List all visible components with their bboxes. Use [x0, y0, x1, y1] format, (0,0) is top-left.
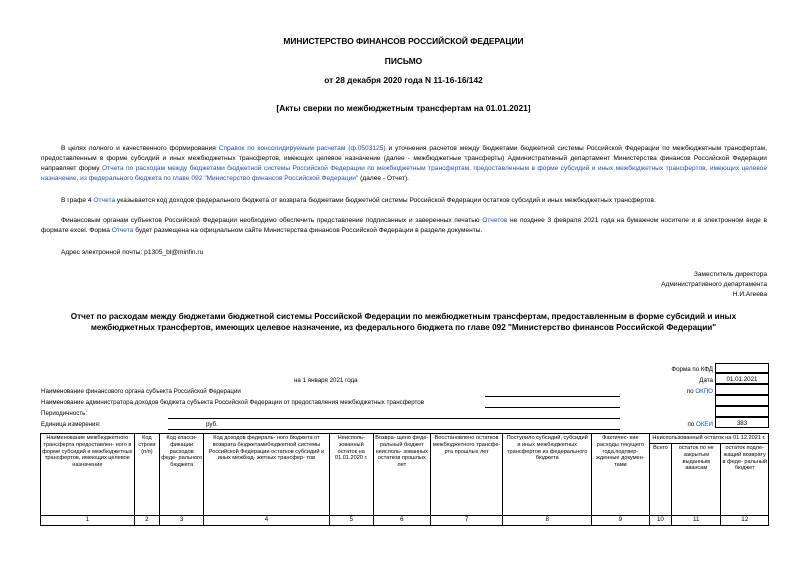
- doc-date-number: от 28 декабря 2020 года N 11-16-16/142: [324, 75, 483, 85]
- fin-organ-label: Наименование финансового органа субъекта Российской Федерации: [41, 388, 241, 395]
- col-header-5: Неисполь- зованный остаток на 01.01.2020 г.: [329, 434, 373, 516]
- doc-subject: [Акты сверки по межбюджетным трансфертам на 01.01.2021]: [276, 103, 531, 113]
- periodicity-line: [168, 418, 620, 419]
- report-table: [40, 433, 769, 526]
- email-text: Адрес электронной почты: p1305_bl@minfin.ru: [61, 249, 204, 256]
- col-header-group-remainder: Неиспользованный остаток на 01.12.2021 г.: [649, 434, 768, 444]
- doc-type: ПИСЬМО: [384, 56, 423, 66]
- okei-label: [687, 421, 713, 428]
- paragraph-2: [41, 196, 767, 206]
- col-num: 1: [41, 516, 135, 526]
- signature-block: [661, 270, 767, 300]
- col-num: 12: [721, 516, 769, 526]
- col-num: 5: [329, 516, 373, 526]
- admin-line: [485, 407, 620, 408]
- okei-value: 383: [736, 420, 748, 427]
- unit-value: руб.: [206, 421, 218, 428]
- col-header-11: остаток по не закрытым выданным авансам: [671, 444, 721, 516]
- col-num: 3: [160, 516, 204, 526]
- signature-position: Заместитель директора: [693, 271, 767, 278]
- signature-name: Н.И.Агеева: [732, 291, 767, 298]
- p1-text-b: и уточнения расчетов между бюджетами бюджетной системы Российской Федерации по межбюджетным трансфертам, предоставленным в форме субсидий и иных межбюджетных трансфертов, имеющих целевое назначение (далее - межбюджетные трансферты) Административный департамент Министерства финансов Российской Федерации направляет форму: [41, 145, 767, 172]
- col-header-3: Код класси- фикации расходов феде- рального бюджета: [160, 434, 204, 516]
- unit-line: [168, 429, 620, 430]
- okpo-label: [687, 388, 713, 395]
- link-otcheta-2[interactable]: Отчета: [111, 227, 134, 234]
- table-header-row: [41, 434, 769, 444]
- link-otchetov[interactable]: Отчетов: [482, 217, 508, 224]
- admin-label: Наименование администратора доходов бюджета субъекта Российской Федерации от предоставления межбюджетных трансфертов: [41, 399, 425, 406]
- link-otchet-form[interactable]: Отчета по расходам между бюджетами бюджетной системы Российской Федерации по межбюджетным трансфертам, предоставленным в форме субсидий и иных межбюджетных трансфертов, имеющих целевое назначение, из федерального бюджета по главе 092 "Министерство финансов Российской Федерации": [41, 165, 767, 182]
- p3-text-b: не позднее 3 февраля 2021 года на бумажном носителе и в электронном виде в формате excel. Форма: [41, 217, 767, 234]
- col-header-9: Фактичес- кие расходы текущего года,подтвер- жденные докумен- тами: [591, 434, 649, 516]
- p2-text-a: В графе 4: [61, 197, 94, 204]
- link-otcheta-1[interactable]: Отчета: [93, 197, 116, 204]
- col-header-6: Возвра- щено феде- ральный бюджет неисполь- зованных остатков прошлых лет: [373, 434, 430, 516]
- col-num: 10: [649, 516, 671, 526]
- email-line: [41, 248, 767, 258]
- ministry-title: МИНИСТЕРСТВО ФИНАНСОВ РОССИЙСКОЙ ФЕДЕРАЦИИ: [283, 36, 524, 46]
- col-header-2: Код строки (п/п): [134, 434, 159, 516]
- signature-department: Административного департамента: [661, 281, 767, 288]
- link-spravki[interactable]: Справок по консолидируемым расчетам (ф.0503125): [218, 145, 386, 152]
- paragraph-3: [41, 216, 767, 236]
- periodicity-value-box: [715, 406, 769, 417]
- date-value: 01.01.2021: [726, 376, 758, 383]
- col-header-10: Всего: [649, 444, 671, 516]
- okud-value-box: [715, 363, 769, 373]
- col-header-1: Наименование межбюджетного трансферта предоставлен- ного в форме субсидий и межбюджетных трансфертов, имеющих целевое назначение: [41, 434, 135, 516]
- periodicity-label: Периодичность:: [41, 410, 88, 417]
- col-header-12: остаток подле- жащий возврату в феде- ральный бюджет: [721, 444, 769, 516]
- table-numbers-row: [41, 516, 769, 526]
- p1-text-c: (далее - Отчет).: [358, 175, 410, 182]
- okud-label: Форма по КФД: [671, 366, 713, 373]
- okei-link[interactable]: ОКЕИ: [696, 421, 713, 428]
- okpo-link[interactable]: ОКПО: [695, 388, 713, 395]
- col-num: 4: [204, 516, 329, 526]
- okpo-prefix: по: [686, 388, 696, 395]
- report-title: Отчет по расходам между бюджетами бюджетной системы Российской Федерации по межбюджетным трансфертам, предоставленным в форме субсидий и иных межбюджетных трансфертов, имеющих целевое назначение, из федерального бюджета по главе 092 "Министерство финансов Российской Федерации": [70, 312, 737, 332]
- on-date-label: на 1 января 2021 года: [294, 377, 358, 384]
- unit-label: Единица измерения:: [41, 421, 101, 428]
- p3-text-a: Финансовым органам субъектов Российской Федерации необходимо обеспечить представление подписанных и заверенных печатью: [61, 217, 483, 224]
- col-num: 11: [671, 516, 721, 526]
- fin-organ-line: [485, 396, 620, 397]
- okpo-value-box: [715, 384, 769, 395]
- p3-text-c: будет размещена на официальном сайте Министерства финансов Российской Федерации в разделе документы.: [133, 227, 483, 234]
- col-header-4: Код доходов федераль- ного бюджета от возврата бюджетамибюджетной системы Российской Федерации остатков субсидий и иных межбюд- жетных трансфер- тов: [204, 434, 329, 516]
- paragraph-1: [41, 144, 767, 184]
- date-label: Дата: [699, 377, 713, 384]
- col-num: 8: [503, 516, 591, 526]
- p1-text-a: В целях полного и качественного формирования: [61, 145, 219, 152]
- col-num: 2: [134, 516, 159, 526]
- admin-value-box: [715, 395, 769, 406]
- col-header-7: Восстановлено остатков межбюджетного трансфе- рта прошлых лет: [430, 434, 503, 516]
- col-num: 6: [373, 516, 430, 526]
- okei-prefix: по: [687, 421, 696, 428]
- p2-text-b: указывается код доходов федерального бюджета от возврата бюджетами бюджетной системы Российской Федерации остатков субсидий и иных межбюджетных трансфертов.: [115, 197, 656, 204]
- col-num: 9: [591, 516, 649, 526]
- col-header-8: Поступило субсидий, субсидий и иных межбюджетных трансфертов из федерального бюджета: [503, 434, 591, 516]
- col-num: 7: [430, 516, 503, 526]
